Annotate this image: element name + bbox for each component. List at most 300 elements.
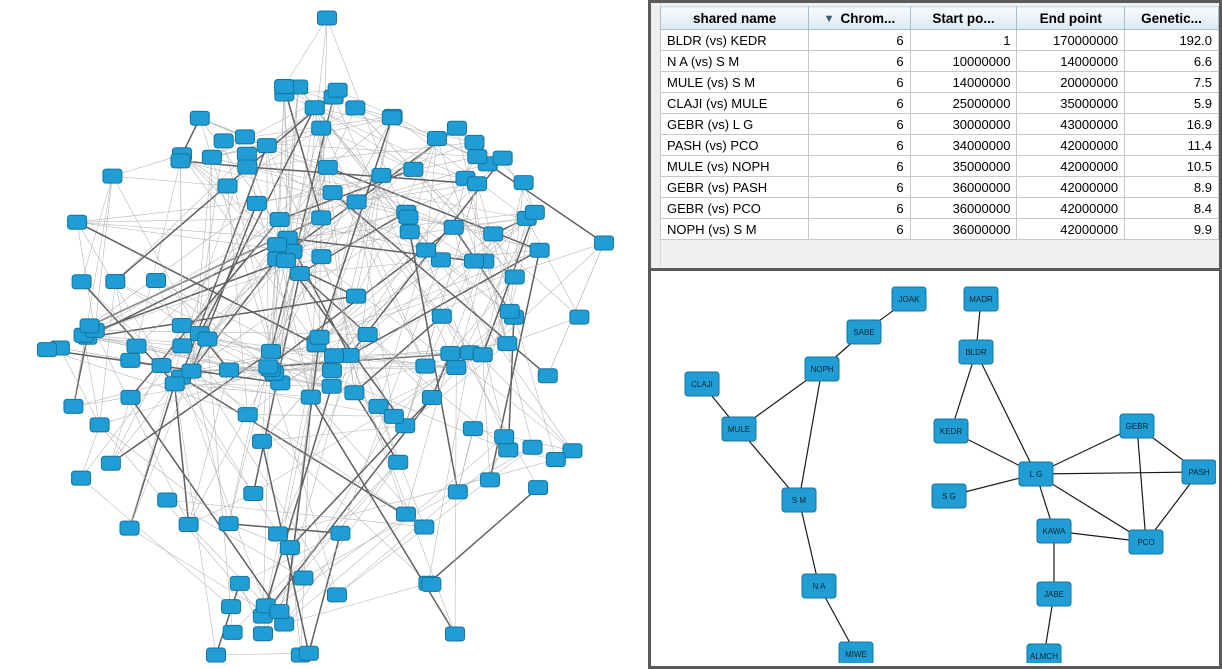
node-shape[interactable] bbox=[399, 210, 418, 224]
detail-network-canvas-container[interactable] bbox=[654, 274, 1216, 663]
node-shape[interactable] bbox=[219, 517, 238, 531]
node-shape[interactable] bbox=[538, 369, 557, 383]
node-shape[interactable] bbox=[276, 253, 295, 267]
overview-node-n73[interactable] bbox=[276, 253, 295, 267]
overview-node-n20[interactable] bbox=[427, 132, 446, 146]
detail-node-JABE[interactable] bbox=[1037, 582, 1071, 606]
column-header-genetic[interactable] bbox=[1125, 7, 1219, 30]
overview-edge[interactable] bbox=[332, 157, 477, 371]
cell-genetic[interactable]: 8.9 bbox=[1125, 177, 1219, 198]
overview-node-n47[interactable] bbox=[396, 507, 415, 521]
cell-chromosome[interactable]: 6 bbox=[809, 114, 910, 135]
cell-chromosome[interactable]: 6 bbox=[809, 135, 910, 156]
detail-node-KEDR[interactable] bbox=[934, 419, 968, 443]
detail-node-JOAK[interactable] bbox=[892, 287, 926, 311]
node-shape[interactable] bbox=[396, 507, 415, 521]
node-shape[interactable] bbox=[120, 521, 139, 535]
overview-edge[interactable] bbox=[216, 583, 240, 655]
overview-node-n70[interactable] bbox=[305, 101, 324, 115]
node-shape[interactable] bbox=[230, 576, 249, 590]
table-row[interactable] bbox=[661, 30, 1219, 51]
cell-shared_name[interactable]: MULE (vs) S M bbox=[661, 72, 809, 93]
overview-node-n134[interactable] bbox=[218, 179, 237, 193]
node-shape[interactable] bbox=[328, 83, 347, 97]
node-shape[interactable] bbox=[530, 243, 549, 257]
overview-node-n110[interactable] bbox=[257, 139, 276, 153]
node-shape[interactable] bbox=[495, 430, 514, 444]
table-row[interactable] bbox=[661, 177, 1219, 198]
overview-node-n61[interactable] bbox=[523, 440, 542, 454]
overview-node-n94[interactable] bbox=[238, 408, 257, 422]
node-shape[interactable] bbox=[101, 456, 120, 470]
table-row[interactable] bbox=[661, 219, 1219, 240]
node-shape[interactable] bbox=[432, 309, 451, 323]
overview-node-n26[interactable] bbox=[404, 162, 423, 176]
cell-start_point[interactable]: 36000000 bbox=[910, 198, 1017, 219]
overview-node-n29[interactable] bbox=[530, 243, 549, 257]
overview-node-n126[interactable] bbox=[270, 605, 289, 619]
overview-node-n143[interactable] bbox=[415, 520, 434, 534]
overview-node-n125[interactable] bbox=[417, 243, 436, 257]
overview-node-n142[interactable] bbox=[448, 485, 467, 499]
node-shape[interactable] bbox=[327, 588, 346, 602]
node-shape[interactable] bbox=[305, 101, 324, 115]
table-body[interactable] bbox=[661, 30, 1219, 240]
cell-genetic[interactable]: 7.5 bbox=[1125, 72, 1219, 93]
overview-edge[interactable] bbox=[131, 397, 280, 611]
overview-edge[interactable] bbox=[428, 488, 538, 584]
overview-node-n53[interactable] bbox=[158, 493, 177, 507]
detail-edge[interactable] bbox=[976, 352, 1036, 474]
overview-node-n38[interactable] bbox=[318, 160, 337, 174]
cell-shared_name[interactable]: GEBR (vs) L G bbox=[661, 114, 809, 135]
overview-node-n17[interactable] bbox=[172, 318, 191, 332]
node-shape[interactable] bbox=[254, 627, 273, 641]
node-shape[interactable] bbox=[422, 577, 441, 591]
node-shape[interactable] bbox=[493, 151, 512, 165]
overview-node-n137[interactable] bbox=[120, 521, 139, 535]
overview-edge[interactable] bbox=[229, 261, 286, 524]
overview-node-n21[interactable] bbox=[447, 121, 466, 135]
node-shape[interactable] bbox=[422, 391, 441, 405]
table-row[interactable] bbox=[661, 156, 1219, 177]
overview-edge[interactable] bbox=[263, 351, 271, 616]
overview-node-n105[interactable] bbox=[505, 270, 524, 284]
overview-node-n127[interactable] bbox=[270, 213, 289, 227]
node-shape[interactable] bbox=[310, 330, 329, 344]
cell-start_point[interactable]: 35000000 bbox=[910, 156, 1017, 177]
node-shape[interactable] bbox=[238, 408, 257, 422]
overview-node-n72[interactable] bbox=[106, 275, 125, 289]
overview-edge[interactable] bbox=[182, 326, 229, 524]
cell-chromosome[interactable]: 6 bbox=[809, 219, 910, 240]
overview-node-n79[interactable] bbox=[372, 168, 391, 182]
overview-edge[interactable] bbox=[84, 335, 100, 425]
cell-end_point[interactable]: 14000000 bbox=[1017, 51, 1125, 72]
overview-node-n34[interactable] bbox=[152, 359, 171, 373]
overview-node-n107[interactable] bbox=[294, 571, 313, 585]
node-shape[interactable] bbox=[152, 359, 171, 373]
overview-node-n59[interactable] bbox=[220, 363, 239, 377]
overview-edge[interactable] bbox=[81, 478, 231, 607]
filter-icon[interactable]: ▼ bbox=[823, 12, 835, 25]
node-shape[interactable] bbox=[179, 517, 198, 531]
overview-node-n14[interactable] bbox=[290, 266, 309, 280]
overview-node-n121[interactable] bbox=[214, 134, 233, 148]
overview-node-n135[interactable] bbox=[80, 319, 99, 333]
node-shape[interactable] bbox=[525, 205, 544, 219]
cell-start_point[interactable]: 1 bbox=[910, 30, 1017, 51]
overview-node-n43[interactable] bbox=[223, 625, 242, 639]
node-shape[interactable] bbox=[448, 485, 467, 499]
node-shape[interactable] bbox=[322, 379, 341, 393]
overview-node-n100[interactable] bbox=[312, 211, 331, 225]
node-shape[interactable] bbox=[484, 227, 503, 241]
overview-edge[interactable] bbox=[73, 176, 112, 406]
node-shape[interactable] bbox=[275, 79, 294, 93]
cell-start_point[interactable]: 36000000 bbox=[910, 177, 1017, 198]
node-shape[interactable] bbox=[259, 360, 278, 374]
node-shape[interactable] bbox=[441, 347, 460, 361]
detail-edge[interactable] bbox=[1137, 426, 1146, 542]
overview-edge[interactable] bbox=[488, 164, 604, 243]
cell-shared_name[interactable]: N A (vs) S M bbox=[661, 51, 809, 72]
node-shape[interactable] bbox=[68, 215, 87, 229]
node-shape[interactable] bbox=[202, 150, 221, 164]
node-shape[interactable] bbox=[312, 250, 331, 264]
node-shape[interactable] bbox=[404, 162, 423, 176]
node-shape[interactable] bbox=[238, 160, 257, 174]
detail-node-GEBR[interactable] bbox=[1120, 414, 1154, 438]
cell-start_point[interactable]: 14000000 bbox=[910, 72, 1017, 93]
node-shape[interactable] bbox=[268, 238, 287, 252]
node-shape[interactable] bbox=[400, 225, 419, 239]
node-shape[interactable] bbox=[244, 487, 263, 501]
node-shape[interactable] bbox=[222, 600, 241, 614]
cell-start_point[interactable]: 25000000 bbox=[910, 93, 1017, 114]
node-shape[interactable] bbox=[214, 134, 233, 148]
node-shape[interactable] bbox=[345, 386, 364, 400]
node-shape[interactable] bbox=[280, 541, 299, 555]
node-shape[interactable] bbox=[269, 527, 288, 541]
results-table-panel[interactable] bbox=[648, 0, 1222, 268]
overview-node-n48[interactable] bbox=[347, 195, 366, 209]
node-shape[interactable] bbox=[372, 168, 391, 182]
node-shape[interactable] bbox=[252, 434, 271, 448]
cell-chromosome[interactable]: 6 bbox=[809, 72, 910, 93]
overview-node-n80[interactable] bbox=[416, 359, 435, 373]
overview-edge[interactable] bbox=[527, 218, 580, 317]
node-shape[interactable] bbox=[447, 361, 466, 375]
overview-node-n69[interactable] bbox=[147, 274, 166, 288]
detail-node-MULE[interactable] bbox=[722, 417, 756, 441]
node-shape[interactable] bbox=[498, 337, 517, 351]
overview-node-n81[interactable] bbox=[346, 101, 365, 115]
node-shape[interactable] bbox=[220, 363, 239, 377]
detail-node-ALMCH[interactable] bbox=[1027, 644, 1061, 663]
overview-node-n123[interactable] bbox=[468, 150, 487, 164]
overview-node-n55[interactable] bbox=[345, 386, 364, 400]
cell-shared_name[interactable]: MULE (vs) NOPH bbox=[661, 156, 809, 177]
overview-edge[interactable] bbox=[189, 370, 229, 525]
node-shape[interactable] bbox=[465, 135, 484, 149]
overview-node-n31[interactable] bbox=[447, 361, 466, 375]
node-shape[interactable] bbox=[173, 339, 192, 353]
node-shape[interactable] bbox=[294, 571, 313, 585]
cell-genetic[interactable]: 8.4 bbox=[1125, 198, 1219, 219]
node-shape[interactable] bbox=[235, 130, 254, 144]
node-shape[interactable] bbox=[358, 327, 377, 341]
column-header-shared-name[interactable] bbox=[661, 7, 809, 30]
overview-node-n24[interactable] bbox=[165, 377, 184, 391]
overview-edge[interactable] bbox=[81, 425, 100, 478]
overview-node-n33[interactable] bbox=[230, 576, 249, 590]
overview-node-n7[interactable] bbox=[280, 541, 299, 555]
detail-network-panel[interactable] bbox=[648, 268, 1222, 669]
node-shape[interactable] bbox=[312, 121, 331, 135]
node-shape[interactable] bbox=[80, 319, 99, 333]
overview-node-n65[interactable] bbox=[389, 455, 408, 469]
overview-node-n116[interactable] bbox=[252, 434, 271, 448]
detail-node-SABE[interactable] bbox=[847, 320, 881, 344]
node-shape[interactable] bbox=[262, 344, 281, 358]
overview-node-n9[interactable] bbox=[121, 353, 140, 367]
cell-shared_name[interactable]: GEBR (vs) PASH bbox=[661, 177, 809, 198]
cell-genetic[interactable]: 9.9 bbox=[1125, 219, 1219, 240]
node-shape[interactable] bbox=[595, 236, 614, 250]
cell-genetic[interactable]: 10.5 bbox=[1125, 156, 1219, 177]
node-shape[interactable] bbox=[190, 111, 209, 125]
column-header-chromosome[interactable] bbox=[809, 7, 910, 30]
cell-start_point[interactable]: 10000000 bbox=[910, 51, 1017, 72]
overview-node-n89[interactable] bbox=[173, 339, 192, 353]
overview-node-n28[interactable] bbox=[322, 364, 341, 378]
overview-node-n97[interactable] bbox=[441, 347, 460, 361]
overview-node-n77[interactable] bbox=[72, 471, 91, 485]
node-shape[interactable] bbox=[158, 493, 177, 507]
detail-edge[interactable] bbox=[1036, 472, 1199, 474]
cell-chromosome[interactable]: 6 bbox=[809, 198, 910, 219]
node-shape[interactable] bbox=[447, 121, 466, 135]
detail-node-BLDR[interactable] bbox=[959, 340, 993, 364]
node-shape[interactable] bbox=[172, 318, 191, 332]
overview-node-n152[interactable] bbox=[207, 648, 226, 662]
overview-node-n51[interactable] bbox=[268, 238, 287, 252]
overview-node-n130[interactable] bbox=[432, 309, 451, 323]
node-shape[interactable] bbox=[417, 243, 436, 257]
overview-node-n102[interactable] bbox=[422, 577, 441, 591]
overview-node-n50[interactable] bbox=[103, 169, 122, 183]
node-shape[interactable] bbox=[247, 196, 266, 210]
overview-node-n111[interactable] bbox=[493, 151, 512, 165]
overview-node-n30[interactable] bbox=[64, 399, 83, 413]
overview-edge[interactable] bbox=[248, 260, 441, 415]
node-shape[interactable] bbox=[384, 409, 403, 423]
cell-end_point[interactable]: 42000000 bbox=[1017, 198, 1125, 219]
cell-chromosome[interactable]: 6 bbox=[809, 156, 910, 177]
node-shape[interactable] bbox=[290, 266, 309, 280]
node-shape[interactable] bbox=[468, 177, 487, 191]
node-shape[interactable] bbox=[446, 627, 465, 641]
overview-node-n67[interactable] bbox=[346, 289, 365, 303]
node-shape[interactable] bbox=[529, 481, 548, 495]
overview-edge[interactable] bbox=[137, 155, 183, 346]
cell-end_point[interactable]: 42000000 bbox=[1017, 177, 1125, 198]
detail-network-canvas[interactable] bbox=[654, 274, 1216, 663]
overview-node-n63[interactable] bbox=[219, 517, 238, 531]
table-row[interactable] bbox=[661, 72, 1219, 93]
cell-end_point[interactable]: 42000000 bbox=[1017, 156, 1125, 177]
overview-edge[interactable] bbox=[304, 447, 533, 578]
overview-node-n78[interactable] bbox=[254, 627, 273, 641]
overview-node-n98[interactable] bbox=[269, 527, 288, 541]
overview-node-n52[interactable] bbox=[444, 220, 463, 234]
overview-node-n150[interactable] bbox=[318, 11, 337, 25]
overview-edge[interactable] bbox=[548, 243, 604, 376]
node-shape[interactable] bbox=[500, 304, 519, 318]
detail-node-SG[interactable] bbox=[932, 484, 966, 508]
node-shape[interactable] bbox=[346, 289, 365, 303]
node-shape[interactable] bbox=[106, 275, 125, 289]
overview-node-n57[interactable] bbox=[312, 121, 331, 135]
detail-node-PASH[interactable] bbox=[1182, 460, 1216, 484]
node-shape[interactable] bbox=[198, 332, 217, 346]
overview-node-n145[interactable] bbox=[384, 409, 403, 423]
node-shape[interactable] bbox=[499, 443, 518, 457]
overview-node-n133[interactable] bbox=[37, 343, 56, 357]
cell-genetic[interactable]: 11.4 bbox=[1125, 135, 1219, 156]
overview-node-n95[interactable] bbox=[68, 215, 87, 229]
overview-node-n139[interactable] bbox=[500, 304, 519, 318]
detail-edge[interactable] bbox=[799, 500, 819, 586]
detail-node-MADR[interactable] bbox=[964, 287, 998, 311]
overview-node-n22[interactable] bbox=[327, 588, 346, 602]
detail-node-KAWA[interactable] bbox=[1037, 519, 1071, 543]
overview-edge[interactable] bbox=[181, 377, 278, 534]
column-header-start-point[interactable] bbox=[910, 7, 1017, 30]
detail-node-PCO[interactable] bbox=[1129, 530, 1163, 554]
overview-edge[interactable] bbox=[510, 212, 535, 311]
node-shape[interactable] bbox=[301, 390, 320, 404]
overview-edge[interactable] bbox=[406, 354, 451, 514]
overview-node-n118[interactable] bbox=[498, 337, 517, 351]
overview-node-n76[interactable] bbox=[72, 275, 91, 289]
node-shape[interactable] bbox=[322, 364, 341, 378]
cell-chromosome[interactable]: 6 bbox=[809, 30, 910, 51]
cell-start_point[interactable]: 34000000 bbox=[910, 135, 1017, 156]
node-shape[interactable] bbox=[523, 440, 542, 454]
node-shape[interactable] bbox=[121, 353, 140, 367]
cell-end_point[interactable]: 170000000 bbox=[1017, 30, 1125, 51]
cell-genetic[interactable]: 192.0 bbox=[1125, 30, 1219, 51]
overview-node-n129[interactable] bbox=[382, 111, 401, 125]
node-shape[interactable] bbox=[165, 377, 184, 391]
overview-edge[interactable] bbox=[95, 176, 113, 330]
cell-start_point[interactable]: 36000000 bbox=[910, 219, 1017, 240]
node-shape[interactable] bbox=[318, 160, 337, 174]
node-shape[interactable] bbox=[270, 605, 289, 619]
overview-node-n113[interactable] bbox=[299, 646, 318, 660]
overview-node-n42[interactable] bbox=[465, 135, 484, 149]
overview-node-n112[interactable] bbox=[275, 79, 294, 93]
overview-node-n19[interactable] bbox=[101, 456, 120, 470]
overview-node-n0[interactable] bbox=[301, 390, 320, 404]
overview-node-n136[interactable] bbox=[525, 205, 544, 219]
detail-node-NOPH[interactable] bbox=[805, 357, 839, 381]
overview-node-n37[interactable] bbox=[400, 225, 419, 239]
cell-chromosome[interactable]: 6 bbox=[809, 51, 910, 72]
node-shape[interactable] bbox=[64, 399, 83, 413]
results-table[interactable] bbox=[660, 6, 1219, 240]
cell-chromosome[interactable]: 6 bbox=[809, 177, 910, 198]
overview-node-n120[interactable] bbox=[312, 250, 331, 264]
overview-node-n149[interactable] bbox=[325, 349, 344, 363]
node-shape[interactable] bbox=[416, 359, 435, 373]
node-shape[interactable] bbox=[299, 646, 318, 660]
node-shape[interactable] bbox=[570, 310, 589, 324]
node-shape[interactable] bbox=[72, 471, 91, 485]
node-shape[interactable] bbox=[415, 520, 434, 534]
overview-node-n92[interactable] bbox=[473, 348, 492, 362]
overview-node-n117[interactable] bbox=[90, 418, 109, 432]
overview-edge[interactable] bbox=[315, 108, 441, 260]
cell-chromosome[interactable]: 6 bbox=[809, 93, 910, 114]
node-shape[interactable] bbox=[171, 154, 190, 168]
node-shape[interactable] bbox=[347, 195, 366, 209]
node-shape[interactable] bbox=[331, 526, 350, 540]
overview-edge[interactable] bbox=[77, 193, 333, 223]
node-shape[interactable] bbox=[505, 270, 524, 284]
overview-node-n56[interactable] bbox=[323, 186, 342, 200]
overview-node-n2[interactable] bbox=[331, 526, 350, 540]
overview-node-n146[interactable] bbox=[171, 154, 190, 168]
detail-node-SM[interactable] bbox=[782, 488, 816, 512]
overview-node-n147[interactable] bbox=[259, 360, 278, 374]
overview-node-n119[interactable] bbox=[238, 160, 257, 174]
cell-end_point[interactable]: 42000000 bbox=[1017, 219, 1125, 240]
node-shape[interactable] bbox=[218, 179, 237, 193]
overview-node-n40[interactable] bbox=[499, 443, 518, 457]
overview-node-n96[interactable] bbox=[422, 391, 441, 405]
node-shape[interactable] bbox=[237, 147, 256, 161]
node-shape[interactable] bbox=[223, 625, 242, 639]
node-shape[interactable] bbox=[389, 455, 408, 469]
node-shape[interactable] bbox=[514, 176, 533, 190]
node-shape[interactable] bbox=[346, 101, 365, 115]
overview-node-n23[interactable] bbox=[480, 473, 499, 487]
overview-edge[interactable] bbox=[271, 351, 424, 527]
node-shape[interactable] bbox=[182, 364, 201, 378]
cell-shared_name[interactable]: PASH (vs) PCO bbox=[661, 135, 809, 156]
node-shape[interactable] bbox=[270, 213, 289, 227]
cell-end_point[interactable]: 43000000 bbox=[1017, 114, 1125, 135]
overview-node-n44[interactable] bbox=[202, 150, 221, 164]
overview-node-n140[interactable] bbox=[468, 177, 487, 191]
overview-node-n82[interactable] bbox=[463, 422, 482, 436]
table-row[interactable] bbox=[661, 93, 1219, 114]
node-shape[interactable] bbox=[382, 111, 401, 125]
overview-node-n122[interactable] bbox=[514, 176, 533, 190]
cell-genetic[interactable]: 5.9 bbox=[1125, 93, 1219, 114]
overview-node-n39[interactable] bbox=[484, 227, 503, 241]
node-shape[interactable] bbox=[257, 139, 276, 153]
overview-node-n144[interactable] bbox=[198, 332, 217, 346]
overview-node-n93[interactable] bbox=[237, 147, 256, 161]
node-shape[interactable] bbox=[147, 274, 166, 288]
table-row[interactable] bbox=[661, 51, 1219, 72]
overview-node-n141[interactable] bbox=[310, 330, 329, 344]
node-shape[interactable] bbox=[325, 349, 344, 363]
